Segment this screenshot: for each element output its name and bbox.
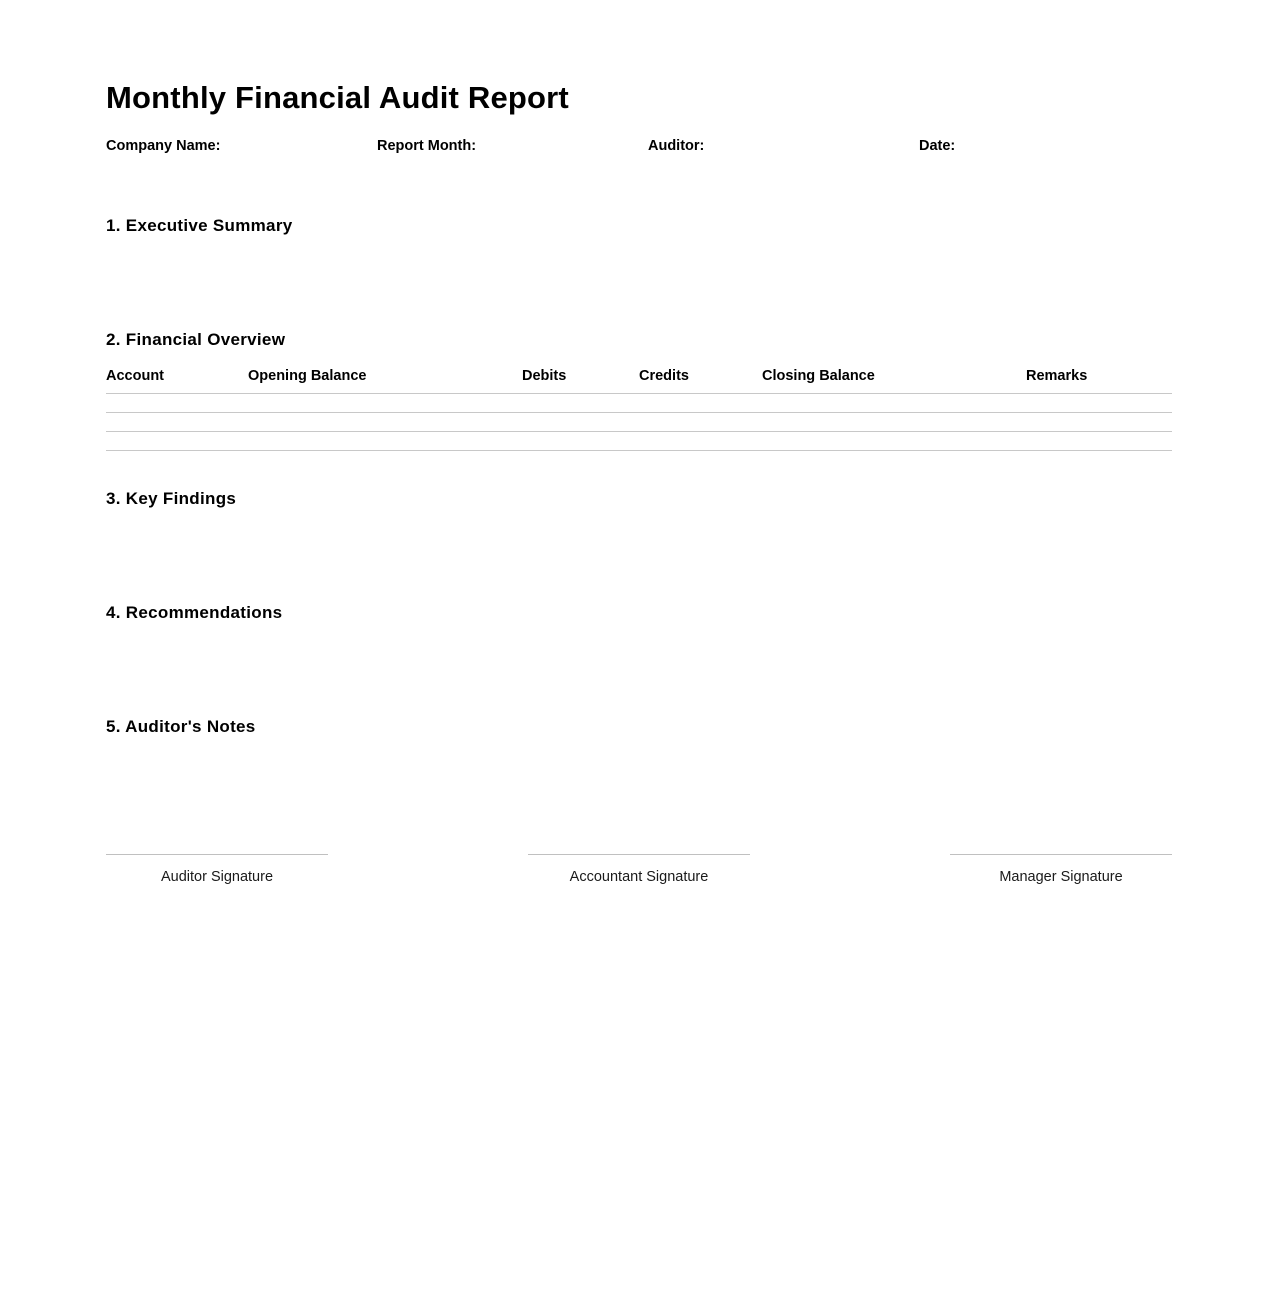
signature-line-accountant[interactable] xyxy=(528,854,750,855)
cell-closing-balance[interactable] xyxy=(762,412,1026,431)
column-header-closing-balance: Closing Balance xyxy=(762,368,1026,394)
meta-field-date: Date: xyxy=(919,137,956,154)
column-header-credits: Credits xyxy=(639,368,762,394)
signature-line-manager[interactable] xyxy=(950,854,1172,855)
column-header-debits: Debits xyxy=(522,368,639,394)
cell-account[interactable] xyxy=(106,412,248,431)
section-recommendations xyxy=(106,603,1172,717)
cell-closing-balance[interactable] xyxy=(762,393,1026,412)
signature-label-manager: Manager Signature xyxy=(999,868,1123,885)
table-header-row xyxy=(106,368,1172,394)
cell-credits[interactable] xyxy=(639,412,762,431)
signature-accountant xyxy=(528,854,750,885)
cell-remarks[interactable] xyxy=(1026,431,1172,450)
section-key-findings xyxy=(106,489,1172,603)
cell-debits[interactable] xyxy=(522,431,639,450)
signature-label-accountant: Accountant Signature xyxy=(569,868,709,885)
signature-auditor xyxy=(106,854,328,885)
cell-remarks[interactable] xyxy=(1026,412,1172,431)
financial-overview-table xyxy=(106,368,1172,451)
section-heading-financial-overview: 2. Financial Overview xyxy=(106,329,286,349)
meta-field-auditor: Auditor: xyxy=(648,137,705,154)
meta-field-company-name: Company Name: xyxy=(106,137,221,154)
section-heading-executive-summary: 1. Executive Summary xyxy=(106,215,293,235)
section-financial-overview xyxy=(106,330,1172,451)
cell-remarks[interactable] xyxy=(1026,393,1172,412)
signature-label-auditor: Auditor Signature xyxy=(160,868,274,885)
section-heading-recommendations: 4. Recommendations xyxy=(106,602,283,622)
section-heading-key-findings: 3. Key Findings xyxy=(106,488,237,508)
signature-block xyxy=(106,854,1172,885)
cell-opening-balance[interactable] xyxy=(248,431,522,450)
cell-closing-balance[interactable] xyxy=(762,431,1026,450)
column-header-account: Account xyxy=(106,368,248,394)
table-row[interactable] xyxy=(106,431,1172,450)
column-header-opening-balance: Opening Balance xyxy=(248,368,522,394)
cell-opening-balance[interactable] xyxy=(248,393,522,412)
column-header-remarks: Remarks xyxy=(1026,368,1172,394)
section-executive-summary xyxy=(106,216,1172,330)
page-title: Monthly Financial Audit Report xyxy=(106,80,569,115)
cell-account[interactable] xyxy=(106,393,248,412)
table-row[interactable] xyxy=(106,412,1172,431)
section-body-executive-summary xyxy=(106,236,1172,330)
document-meta-row xyxy=(106,138,1172,154)
cell-credits[interactable] xyxy=(639,431,762,450)
cell-debits[interactable] xyxy=(522,393,639,412)
section-auditors-notes xyxy=(106,717,1172,737)
section-heading-auditors-notes: 5. Auditor's Notes xyxy=(106,716,256,736)
cell-account[interactable] xyxy=(106,431,248,450)
table-row[interactable] xyxy=(106,393,1172,412)
cell-credits[interactable] xyxy=(639,393,762,412)
section-body-recommendations xyxy=(106,623,1172,717)
section-body-key-findings xyxy=(106,509,1172,603)
meta-field-report-month: Report Month: xyxy=(377,137,477,154)
cell-debits[interactable] xyxy=(522,412,639,431)
signature-manager xyxy=(950,854,1172,885)
signature-line-auditor[interactable] xyxy=(106,854,328,855)
document-content xyxy=(106,0,1172,885)
cell-opening-balance[interactable] xyxy=(248,412,522,431)
